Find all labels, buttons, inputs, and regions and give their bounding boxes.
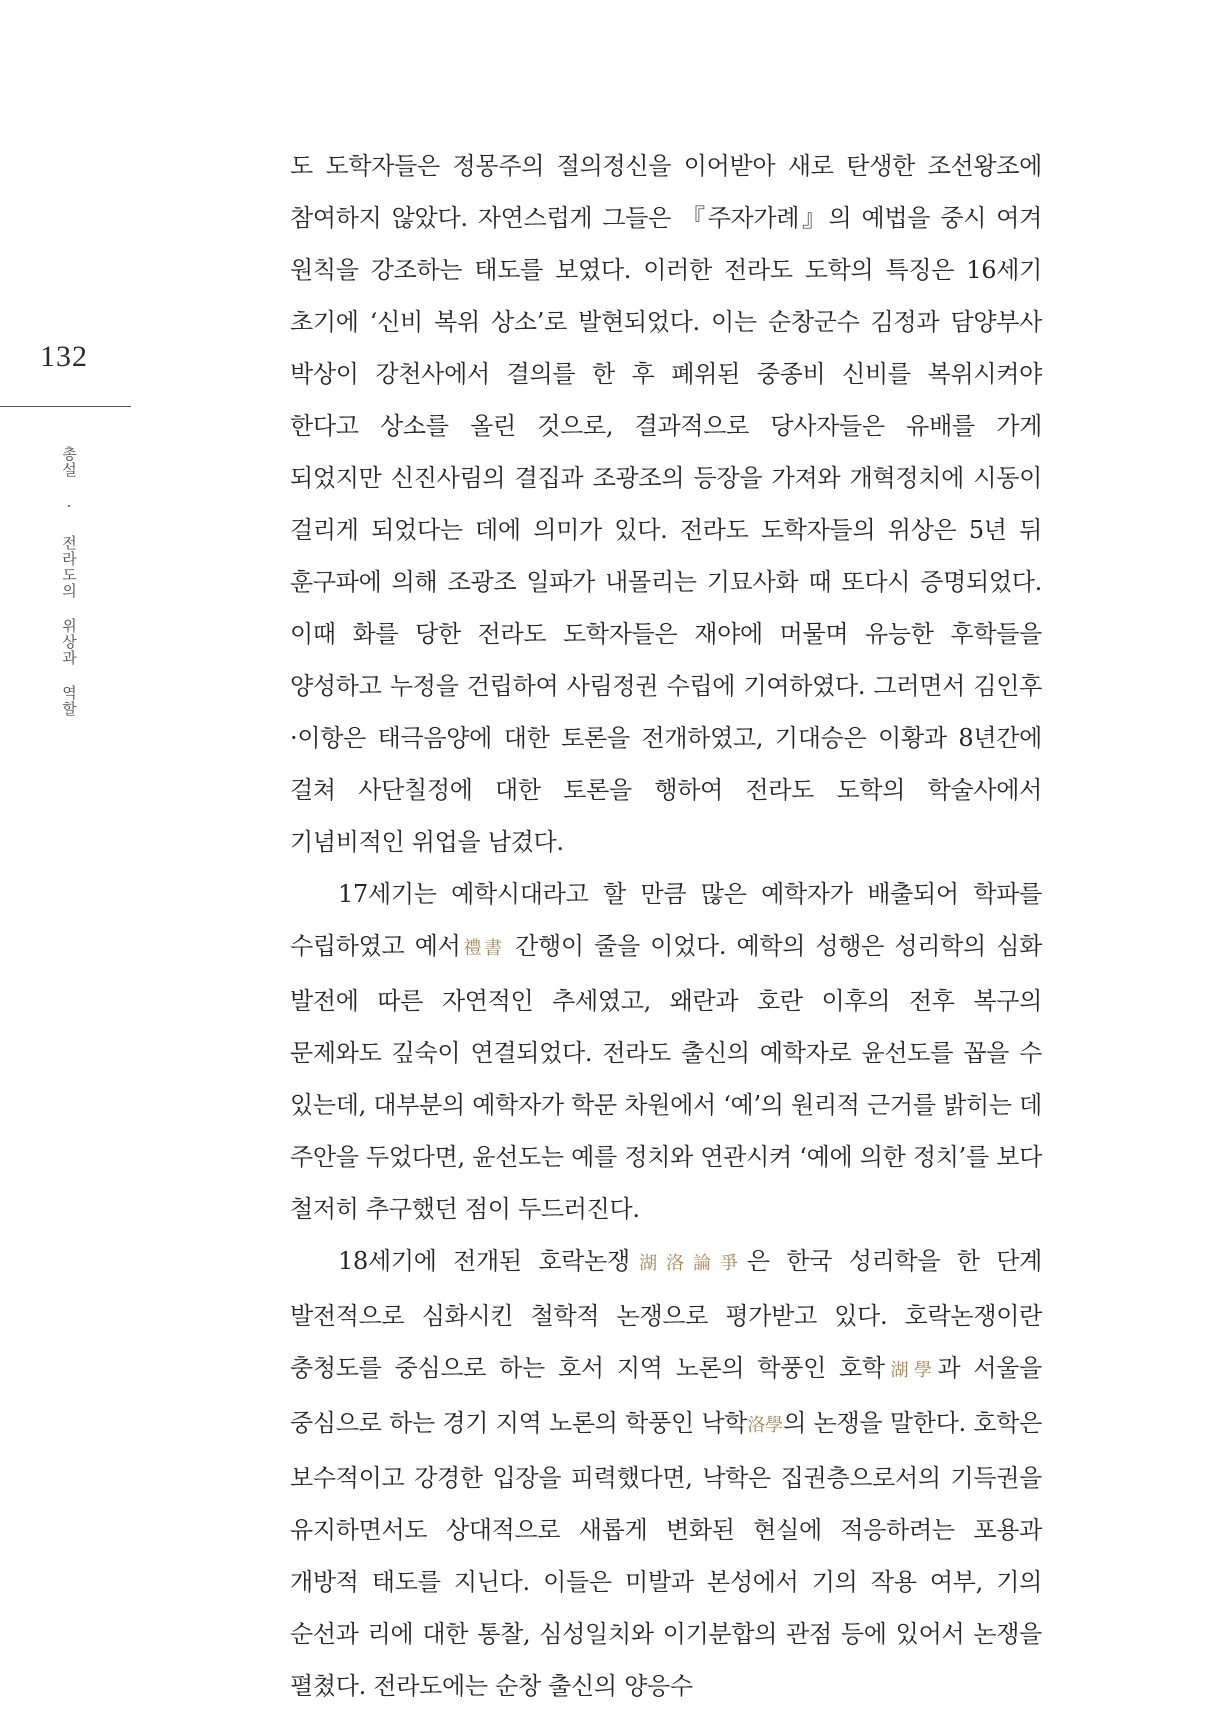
page-number: 132: [40, 340, 88, 373]
paragraph-2-text-a: 17세기는 예학시대라고 할 만큼 많은 예학자가 배출되어 학파를 수립하였고 예서: [290, 880, 1042, 960]
paragraph-3: [290, 1235, 1042, 1712]
paragraph-3-text-b: 은 한국 성리학을 한 단계 발전적으로 심화시킨 철학적 논쟁으로 평가받고 있다. 호락논쟁이란 충청도를 중심으로 하는 호서 지역 노론의 학풍인 호학: [290, 1247, 1043, 1382]
paragraph-2: [290, 868, 1042, 1235]
paragraph-1: [290, 140, 1042, 868]
margin-divider: [0, 406, 131, 407]
hanja-gloss-yeseo: 禮書: [460, 938, 505, 959]
running-head: 총설 · 전라도의 위상과 역할: [60, 446, 78, 717]
paragraph-2-text-b: 간행이 줄을 이었다. 예학의 성행은 성리학의 심화 발전에 따른 자연적인 추세였고, 왜란과 호란 이후의 전후 복구의 문제와도 깊숙이 연결되었다. 전라도 출신의 예학자로 윤선도를 꼽을 수 있는데, 대부분의 예학자가 학문 차원에서 ‘예’의 원리적 근거를 밝히는 데 주안을 두었다면, 윤선도는 예를 정치와 연관시켜 ‘예에 의한 정치’를 보다 철저히 추구했던 점이 두드러진다.: [290, 932, 1042, 1223]
paragraph-3-text-d: 의 논쟁을 말한다. 호학은 보수적이고 강경한 입장을 피력했다면, 낙학은 집권층으로서의 기득권을 유지하면서도 상대적으로 새롭게 변화된 현실에 적응하려는 포용과 개방적 태도를 지닌다. 이들은 미발과 본성에서 기의 작용 여부, 기의 순선과 리에 대한 통찰, 심성일치와 이기분합의 관점 등에 있어서 논쟁을 펼쳤다. 전라도에는 순창 출신의 양응수: [290, 1409, 1043, 1700]
hanja-gloss-hohak: 湖學: [884, 1360, 938, 1381]
paragraph-3-text-c: 과 서울을 중심으로 하는 경기 지역 노론의 학풍인 낙학: [290, 1354, 1042, 1437]
paragraph-3-text-a: 18세기에 전개된 호락논쟁: [338, 1247, 630, 1275]
hanja-gloss-nakhak: 洛學: [747, 1415, 784, 1436]
body-text: [290, 140, 1042, 1712]
hanja-gloss-horak-nonjaeng: 湖洛論爭: [629, 1253, 747, 1274]
paragraph-1-text: 도 도학자들은 정몽주의 절의정신을 이어받아 새로 탄생한 조선왕조에 참여하지 않았다. 자연스럽게 그들은 『주자가례』의 예법을 중시 여겨 원칙을 강조하는 태도를 보였다. 이러한 전라도 도학의 특징은 16세기 초기에 ‘신비 복위 상소’로 발현되었다. 이는 순창군수 김정과 담양부사 박상이 강천사에서 결의를 한 후 폐위된 중종비 신비를 복위시켜야 한다고 상소를 올린 것으로, 결과적으로 당사자들은 유배를 가게 되었지만 신진사림의 결집과 조광조의 등장을 가져와 개혁정치에 시동이 걸리게 되었다는 데에 의미가 있다. 전라도 도학자들의 위상은 5년 뒤 훈구파에 의해 조광조 일파가 내몰리는 기묘사화 때 또다시 증명되었다. 이때 화를 당한 전라도 도학자들은 재야에 머물며 유능한 후학들을 양성하고 누정을 건립하여 사림정권 수립에 기여하였다. 그러면서 김인후·이항은 태극음양에 대한 토론을 전개하였고, 기대승은 이황과 8년간에 걸쳐 사단칠정에 대한 토론을 행하여 전라도 도학의 학술사에서 기념비적인 위업을 남겼다.: [290, 152, 1042, 856]
